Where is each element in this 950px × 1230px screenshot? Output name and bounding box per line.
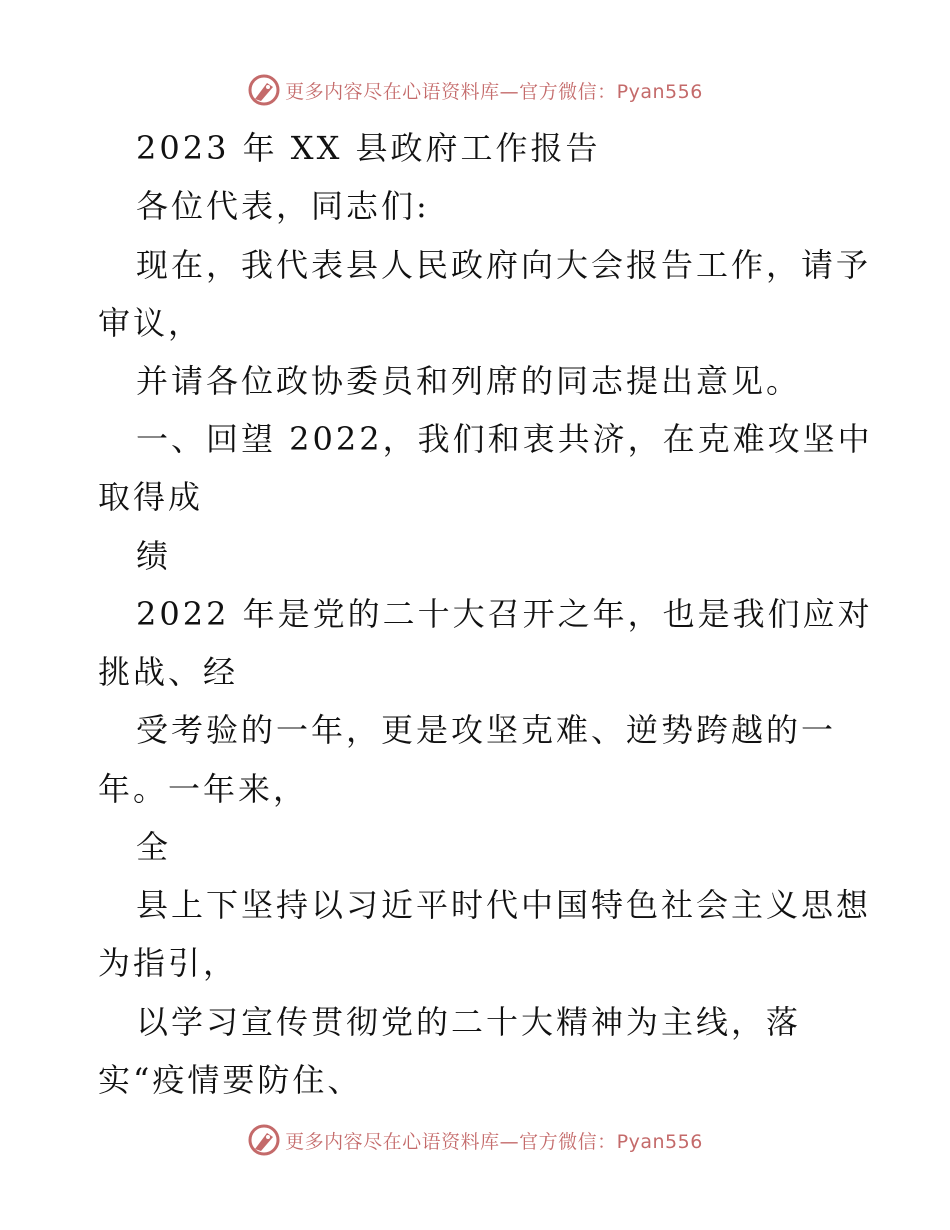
section-heading-continued: 取得成: [98, 478, 204, 516]
document-title: 2023 年 XX 县政府工作报告: [136, 129, 601, 167]
paragraph-line: 挑战、经: [98, 653, 239, 691]
section-heading-continued: 绩: [136, 537, 172, 575]
pen-nib-logo-icon: [247, 73, 281, 107]
footer-banner: [0, 1120, 950, 1160]
paragraph-line: 县上下坚持以习近平时代中国特色社会主义思想: [136, 886, 872, 924]
section-heading: 一、回望 2022，我们和衷共济，在克难攻坚中: [136, 420, 873, 458]
header-banner-text: 更多内容尽在心语资料库—官方微信：Pyan556: [285, 80, 703, 103]
paragraph-line: 2022 年是党的二十大召开之年，也是我们应对: [136, 595, 873, 633]
paragraph-line: 实“疫情要防住、: [98, 1061, 363, 1099]
salutation: 各位代表，同志们:: [136, 187, 430, 225]
pen-nib-logo-icon: [247, 1123, 281, 1157]
paragraph-line: 为指引，: [98, 944, 239, 982]
footer-banner-text: 更多内容尽在心语资料库—官方微信：Pyan556: [285, 1130, 703, 1153]
paragraph-line: 并请各位政协委员和列席的同志提出意见。: [136, 362, 802, 400]
paragraph-line: 审议，: [98, 304, 204, 342]
paragraph-line: 以学习宣传贯彻党的二十大精神为主线，落: [136, 1003, 802, 1041]
paragraph-line: 受考验的一年，更是攻坚克难、逆势跨越的一: [136, 711, 837, 749]
header-banner: [0, 70, 950, 110]
paragraph-line: 现在，我代表县人民政府向大会报告工作，请予: [136, 246, 872, 284]
paragraph-line: 年。一年来，: [98, 770, 309, 808]
paragraph-line: 全: [136, 828, 172, 866]
